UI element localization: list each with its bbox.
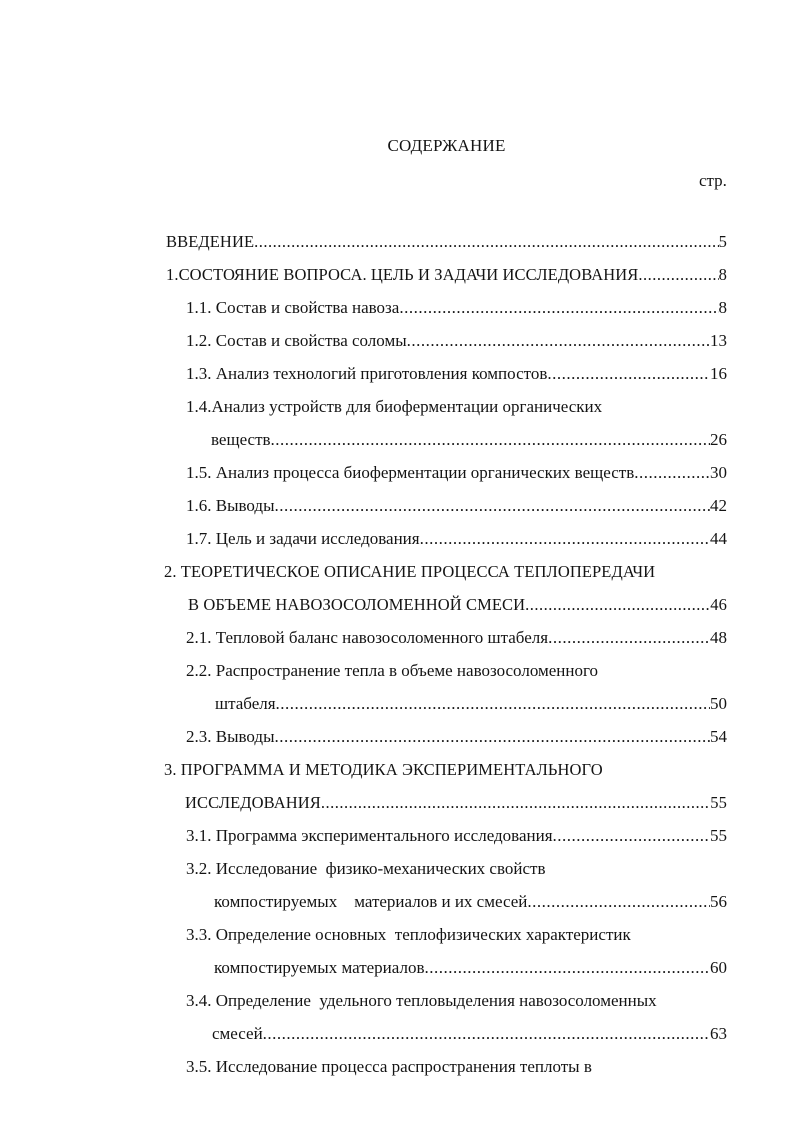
toc-entry: веществ ..... 26	[211, 430, 727, 454]
toc-entry: компостируемых материалов и их смесей ..... 56	[214, 892, 727, 916]
dot-leader	[527, 892, 710, 912]
dot-leader	[254, 232, 719, 252]
toc-entry: 1.5. Анализ процесса биоферментации органических веществ ..... 30	[186, 463, 727, 487]
toc-entry: 2. ТЕОРЕТИЧЕСКОЕ ОПИСАНИЕ ПРОЦЕССА ТЕПЛОПЕРЕДАЧИ	[164, 562, 656, 581]
toc-entry: 1.СОСТОЯНИЕ ВОПРОСА. ЦЕЛЬ И ЗАДАЧИ ИССЛЕДОВАНИЯ ..... 8	[166, 265, 727, 289]
dot-leader	[263, 1024, 710, 1044]
dot-leader	[548, 628, 710, 648]
page-title: СОДЕРЖАНИЕ	[387, 136, 506, 155]
dot-leader	[407, 331, 710, 351]
dot-leader	[525, 595, 710, 615]
toc-entry: штабеля ..... 50	[215, 694, 727, 718]
toc-entry: 3.4. Определение удельного тепловыделения навозосоломенных	[186, 991, 657, 1010]
toc-entry: ВВЕДЕНИЕ ..... 5	[166, 232, 727, 256]
toc-entry: 1.7. Цель и задачи исследования ..... 44	[186, 529, 727, 553]
dot-leader	[638, 265, 718, 285]
toc-entry: 3.5. Исследование процесса распространения теплоты в	[186, 1057, 592, 1076]
toc-entry: 1.4.Анализ устройств для биоферментации органических	[186, 397, 603, 416]
toc-entry: В ОБЪЕМЕ НАВОЗОСОЛОМЕННОЙ СМЕСИ ..... 46	[188, 595, 727, 619]
dot-leader	[271, 430, 710, 450]
toc-entry: 3.3. Определение основных теплофизических характеристик	[186, 925, 631, 944]
dot-leader	[424, 958, 710, 978]
dot-leader	[634, 463, 710, 483]
toc-entry: компостируемых материалов ..... 60	[214, 958, 727, 982]
toc-entry: 1.2. Состав и свойства соломы ..... 13	[186, 331, 727, 355]
dot-leader	[276, 694, 710, 714]
dot-leader	[420, 529, 710, 549]
dot-leader	[275, 727, 710, 747]
toc-entry: 3.1. Программа экспериментального исследования ..... 55	[186, 826, 727, 850]
dot-leader	[275, 496, 710, 516]
page-column-label: стр.	[699, 171, 727, 190]
toc-entry: 2.3. Выводы ..... 54	[186, 727, 727, 751]
toc-entry: ИССЛЕДОВАНИЯ ..... 55	[185, 793, 727, 817]
toc-entry: 3.2. Исследование физико-механических свойств	[186, 859, 546, 878]
toc-entry: 1.3. Анализ технологий приготовления компостов ..... 16	[186, 364, 727, 388]
toc-entry: 3. ПРОГРАММА И МЕТОДИКА ЭКСПЕРИМЕНТАЛЬНОГО	[164, 760, 603, 779]
dot-leader	[321, 793, 710, 813]
toc-entry: 2.1. Тепловой баланс навозосоломенного штабеля ..... 48	[186, 628, 727, 652]
dot-leader	[553, 826, 710, 846]
toc-entry: смесей ..... 63	[212, 1024, 727, 1048]
toc-entry: 2.2. Распространение тепла в объеме навозосоломенного	[186, 661, 599, 680]
dot-leader	[547, 364, 710, 384]
toc-entry: 1.1. Состав и свойства навоза ..... 8	[186, 298, 727, 322]
dot-leader	[399, 298, 718, 318]
toc-entry: 1.6. Выводы ..... 42	[186, 496, 727, 520]
